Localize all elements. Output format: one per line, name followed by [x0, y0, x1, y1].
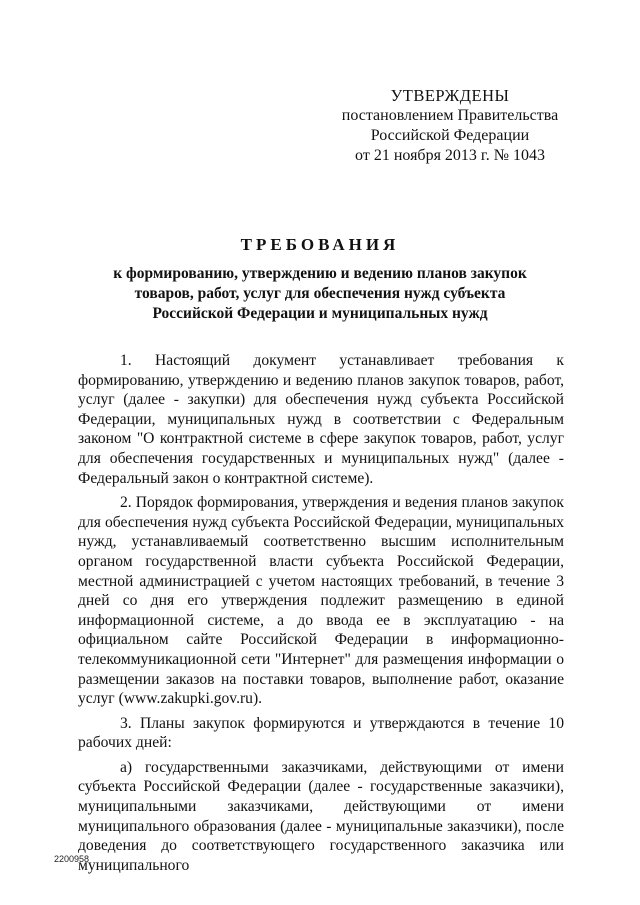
paragraph-3: 3. Планы закупок формируются и утверждаются в течение 10 рабочих дней: [78, 714, 564, 752]
document-title: ТРЕБОВАНИЯ [240, 235, 400, 254]
subtitle-line: Российской Федерации и муниципальных нужд [152, 305, 488, 322]
paragraph-1: 1. Настоящий документ устанавливает требования к формированию, утверждению и ведению планов закупок товаров, работ, услуг (далее - закупки) для обеспечения нужд субъекта Российской Федерации, муниципальных нужд в соответствии с Федеральным законом "О контрактной системе в сфере закупок товаров, работ, услуг для обеспечения государственных и муниципальных нужд" (далее - Федеральный закон о контрактной системе). [78, 352, 564, 487]
document-body [78, 351, 564, 875]
approval-line: Российской Федерации [370, 127, 530, 144]
subtitle-line: к формированию, утверждению и ведению планов закупок [113, 265, 527, 282]
document-code: 2200958 [54, 854, 90, 864]
subtitle-line: товаров, работ, услуг для обеспечения нужд субъекта [134, 285, 506, 302]
approval-block [330, 86, 570, 166]
paragraph-2: 2. Порядок формирования, утверждения и ведения планов закупок для обеспечения нужд субъекта Российской Федерации, муниципальных нужд, устанавливаемый соответственно высшим исполнительным органом государственной власти субъекта Российской Федерации, местной администрацией с учетом настоящих требований, в течение 3 дней со дня его утверждения подлежит размещению в единой информационной системе, а до ввода ее в эксплуатацию - на официальном сайте Российской Федерации в информационно-телекоммуникационной сети "Интернет" для размещения информации о размещении заказов на поставки товаров, выполнение работ, оказание услуг (www.zakupki.gov.ru). [78, 494, 564, 708]
approval-title: УТВЕРЖДЕНЫ [390, 86, 510, 105]
paragraph-3a: а) государственными заказчиками, действующими от имени субъекта Российской Федерации (далее - государственные заказчики), муниципальными заказчиками, действующими от имени муниципального образования (далее - муниципальные заказчики), после доведения до соответствующего государственного заказчика или муниципального [78, 758, 564, 874]
approval-line: от 21 ноября 2013 г. № 1043 [355, 147, 545, 164]
document-subtitle [80, 264, 560, 324]
document-heading [80, 234, 560, 324]
approval-line: постановлением Правительства [341, 107, 559, 124]
